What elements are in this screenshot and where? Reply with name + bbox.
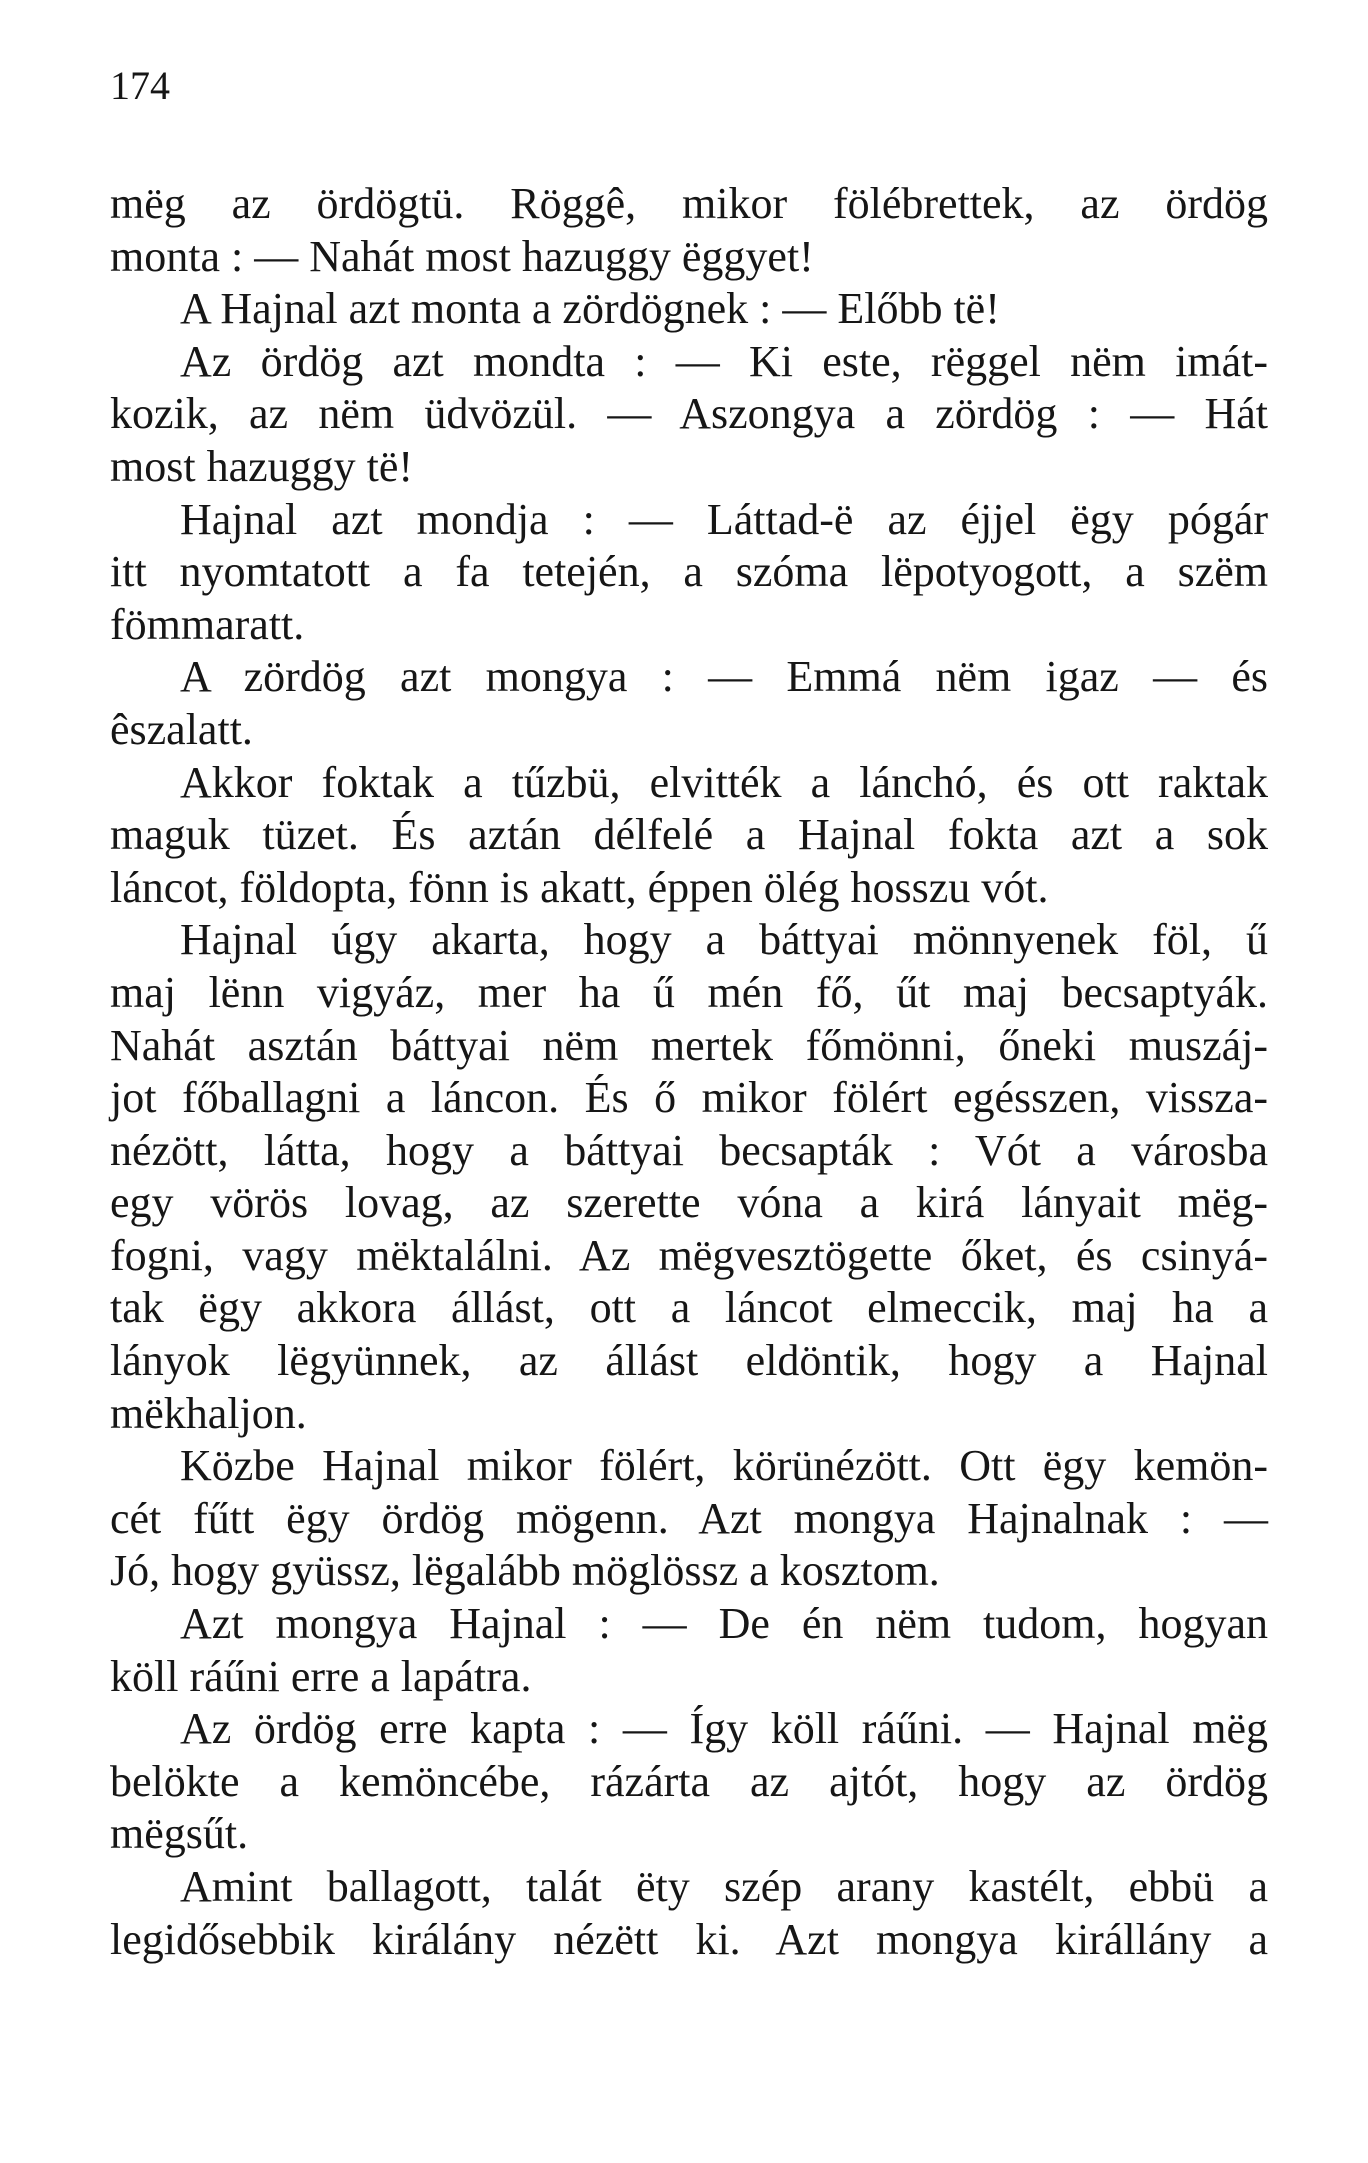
text-line: jot főballagni a láncon. És ő mikor fölért egésszen, vissza- (110, 1073, 1268, 1123)
text-line: mëg az ördögtü. Röggê, mikor fölébrettek, az ördög (110, 179, 1268, 228)
text-line: itt nyomtatott a fa tetején, a szóma lëpotyogott, a szëm (110, 547, 1268, 597)
text-line: Hajnal azt mondja : — Láttad-ë az éjjel ëgy pógár (180, 494, 1268, 544)
text-line: monta : — Nahát most hazuggy ëggyet! (110, 231, 814, 281)
text-line: Közbe Hajnal mikor fölért, körünézött. Ott ëgy kemön- (180, 1441, 1268, 1491)
text-line: belökte a kemöncébe, rázárta az ajtót, hogy az ördög (110, 1756, 1268, 1806)
text-line: cét fűtt ëgy ördög mögenn. Azt mongya Hajnalnak : — (110, 1493, 1268, 1543)
text-line: Jó, hogy gyüssz, lëgalább möglössz a kosztom. (110, 1546, 940, 1596)
text-line: maguk tüzet. És aztán délfelé a Hajnal fokta azt a sok (110, 810, 1268, 860)
text-line: egy vörös lovag, az szerette vóna a kirá lányait mëg- (110, 1178, 1268, 1228)
text-line: tak ëgy akkora állást, ott a láncot elmeccik, maj ha a (110, 1283, 1268, 1333)
text-line: A Hajnal azt monta a zördögnek : — Előbb të! (180, 284, 1000, 334)
text-line: Amint ballagott, talát ëty szép arany kastélt, ebbü a (180, 1862, 1268, 1911)
text-line: most hazuggy të! (110, 441, 414, 491)
text-line: kozik, az nëm üdvözül. — Aszongya a zördög : — Hát (110, 389, 1268, 439)
text-line: mëgsűt. (110, 1809, 249, 1859)
text-line: Azt mongya Hajnal : — De én nëm tudom, hogyan (180, 1599, 1268, 1649)
text-line: fogni, vagy mëktalálni. Az mëgvesztögette őket, és csinyá- (110, 1230, 1268, 1280)
page-number: 174 (110, 63, 170, 108)
text-line: êszalatt. (110, 704, 253, 754)
text-line: lányok lëgyünnek, az állást eldöntik, hogy a Hajnal (110, 1336, 1268, 1386)
text-line: nézött, látta, hogy a báttyai becsapták : Vót a városba (110, 1125, 1268, 1175)
text-line: Akkor foktak a tűzbü, elvitték a lánchó, és ott raktak (180, 757, 1268, 807)
text-line: legidősebbik királány nézëtt ki. Azt mongya királlány a (110, 1914, 1268, 1964)
text-line: Nahát asztán báttyai nëm mertek főmönni, őneki muszáj- (110, 1020, 1268, 1070)
body-text (110, 178, 1268, 1966)
text-line: A zördög azt mongya : — Emmá nëm igaz — és (180, 652, 1268, 702)
text-line: maj lënn vigyáz, mer ha ű mén fő, űt maj becsaptyák. (110, 967, 1268, 1017)
text-line: Hajnal úgy akarta, hogy a báttyai mönnyenek föl, ű (180, 915, 1268, 965)
text-line: fömmaratt. (110, 599, 305, 649)
text-line: köll ráűni erre a lapátra. (110, 1651, 532, 1701)
text-line: mëkhaljon. (110, 1388, 307, 1438)
text-line: Az ördög erre kapta : — Így köll ráűni. — Hajnal mëg (180, 1704, 1268, 1754)
text-line: Az ördög azt mondta : — Ki este, rëggel nëm imát- (180, 336, 1268, 386)
text-line: láncot, földopta, fönn is akatt, éppen ölég hosszu vót. (110, 862, 1049, 912)
